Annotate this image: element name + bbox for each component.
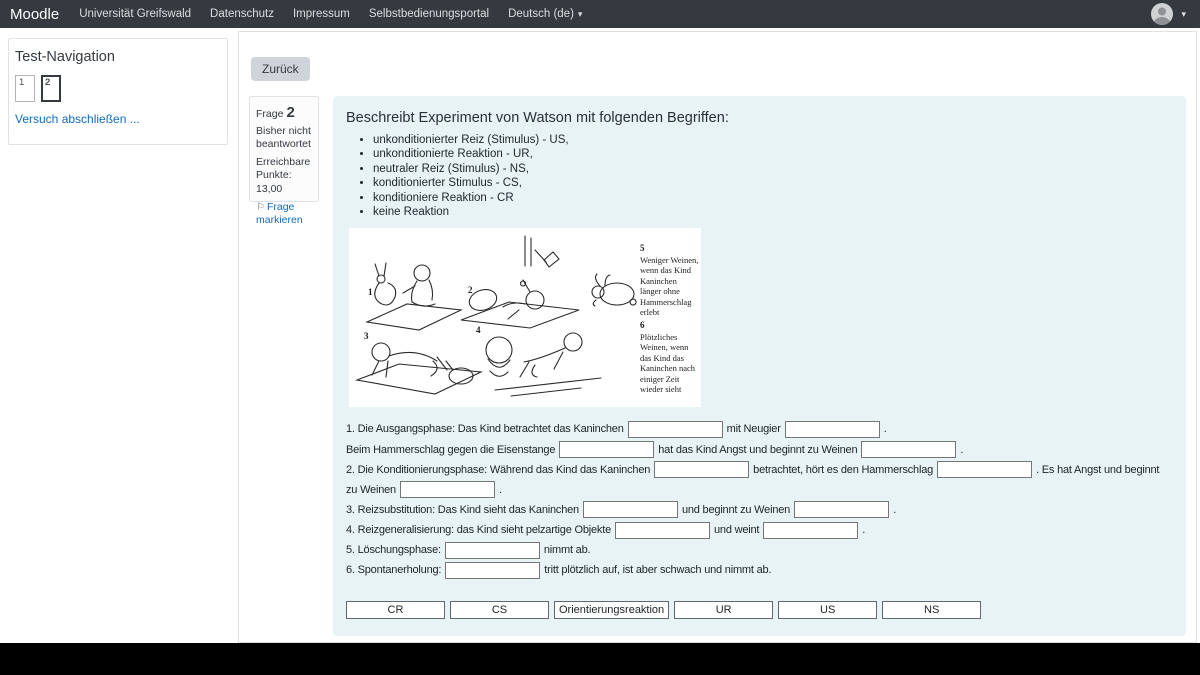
question-line [346,460,1173,500]
line-text: betrachtet, hört es den Hammerschlag [753,463,934,476]
question-number-buttons [15,75,221,102]
term-item: • neutraler Reiz (Stimulus) - NS, [373,162,1173,176]
navbar-links [79,8,489,20]
figure-scene-number: 1 [368,287,373,298]
question-label: Frage [256,108,284,120]
flag-question-label: Frage markieren [256,200,303,227]
question-line [346,520,1173,540]
page-body [0,28,1200,643]
question-line [346,540,1173,560]
figure-caption-text: Weniger Weinen, wenn das Kind Kaninchen länger ohne Hammerschlag erlebt [640,254,699,318]
figure-scene-number: 4 [476,325,481,336]
question-line [346,560,1173,580]
question-button-2[interactable]: 2 [41,75,61,102]
blank-drop-zone[interactable] [654,461,749,478]
question-line [346,500,1173,520]
finish-attempt-link[interactable]: Versuch abschließen ... [15,112,140,126]
line-text: . [498,483,502,496]
blank-lines [346,419,1173,580]
answer-choice[interactable]: NS [882,601,981,619]
nav-link[interactable]: Datenschutz [210,8,274,20]
line-text: 3. Reizsubstitution: Das Kind sieht das Kaninchen [346,503,579,516]
term-item: • konditionierter Stimulus - CS, [373,176,1173,190]
question-points: Erreichbare Punkte: 13,00 [256,156,311,195]
test-navigation-block [8,38,228,145]
figure-scene-number: 2 [468,285,473,296]
line-text: 2. Die Konditionierungsphase: Während das Kind das Kaninchen [346,463,651,476]
question-term-list [373,133,1173,219]
question-number [256,104,312,121]
moodle-brand[interactable]: Moodle [10,5,60,23]
figure-caption-text: Plötzliches Weinen, wenn das Kind das Kaninchen nach einiger Zeit wieder sieht [640,331,695,395]
term-item: • unkonditionierter Reiz (Stimulus) - US, [373,133,1173,147]
figure-caption-number: 5 [640,243,645,254]
chevron-down-icon: ▾ [1181,8,1186,19]
line-text: . [893,503,896,516]
term-item: • unkonditionierte Reaktion - UR, [373,147,1173,161]
line-text: mit Neugier [726,423,781,436]
blank-drop-zone[interactable] [794,501,889,518]
nav-link[interactable]: Universität Greifswald [79,8,192,20]
question-info-box [249,96,319,227]
term-item: • keine Reaktion [373,205,1173,219]
question-line [346,440,1173,460]
line-text: und beginnt zu Weinen [681,503,791,516]
language-menu[interactable] [508,8,582,20]
line-text: . Es hat Angst und beginnt zu Weinen [346,463,1160,496]
line-text: . [862,524,866,536]
blank-drop-zone[interactable] [559,441,654,458]
line-text: nimmt ab. [543,544,591,557]
line-text: und weint [713,524,760,536]
question-content-area [333,96,1186,636]
blank-drop-zone[interactable] [763,522,858,539]
language-label: Deutsch (de) [508,8,574,20]
flag-icon: ⚐ [256,201,265,213]
line-text: . [883,423,887,436]
figure-caption-number: 6 [640,320,645,331]
line-text: tritt plötzlich auf, ist aber schwach und nimmt ab. [544,564,772,577]
figure-scene-number: 3 [364,331,369,342]
test-navigation-title: Test-Navigation [15,49,115,65]
page-footer [0,643,1200,675]
answer-choices [346,601,1173,619]
figure-caption-5 [640,243,700,317]
nav-link[interactable]: Selbstbedienungsportal [368,8,490,20]
line-text: hat das Kind Angst und beginnt zu Weinen [658,443,858,456]
nav-link[interactable]: Impressum [292,8,350,20]
answer-choice[interactable]: CR [346,601,445,619]
answer-choice[interactable]: Orientierungsreaktion [554,601,669,619]
line-text: 4. Reizgeneralisierung: das Kind sieht pelzartige Objekte [346,524,611,536]
blank-drop-zone[interactable] [445,542,540,559]
blank-drop-zone[interactable] [445,562,540,579]
blank-drop-zone[interactable] [785,421,880,438]
answer-choice[interactable]: UR [674,601,773,619]
blank-drop-zone[interactable] [615,522,710,539]
flag-question-link[interactable] [256,201,312,228]
line-text: Beim Hammerschlag gegen die Eisenstange [346,443,556,456]
question-line [346,419,1173,439]
figure-caption-6 [640,320,700,394]
line-text: . [960,443,964,456]
blank-drop-zone[interactable] [937,461,1032,478]
line-text: 6. Spontanerholung: [346,564,442,577]
question-title: Beschreibt Experiment von Watson mit folgenden Begriffen: [346,110,729,126]
chevron-down-icon: ▾ [577,8,583,19]
user-menu[interactable] [1151,3,1186,25]
top-navbar [0,0,1200,28]
blank-drop-zone[interactable] [861,441,956,458]
answer-choice[interactable]: CS [450,601,549,619]
question-number-value: 2 [286,104,295,121]
line-text: 5. Löschungsphase: [346,544,441,557]
question-button-1[interactable]: 1 [15,75,35,102]
blank-drop-zone[interactable] [400,481,495,498]
main-content-box [238,31,1197,643]
answer-choice[interactable]: US [778,601,877,619]
question-status: Bisher nicht beantwortet [256,125,311,151]
back-button[interactable]: Zurück [251,57,310,81]
line-text: 1. Die Ausgangsphase: Das Kind betrachtet das Kaninchen [346,423,624,436]
blank-drop-zone[interactable] [583,501,678,518]
avatar [1151,3,1173,25]
watson-experiment-figure [349,228,701,407]
term-item: • konditioniere Reaktion - CR [373,191,1173,205]
blank-drop-zone[interactable] [628,421,723,438]
